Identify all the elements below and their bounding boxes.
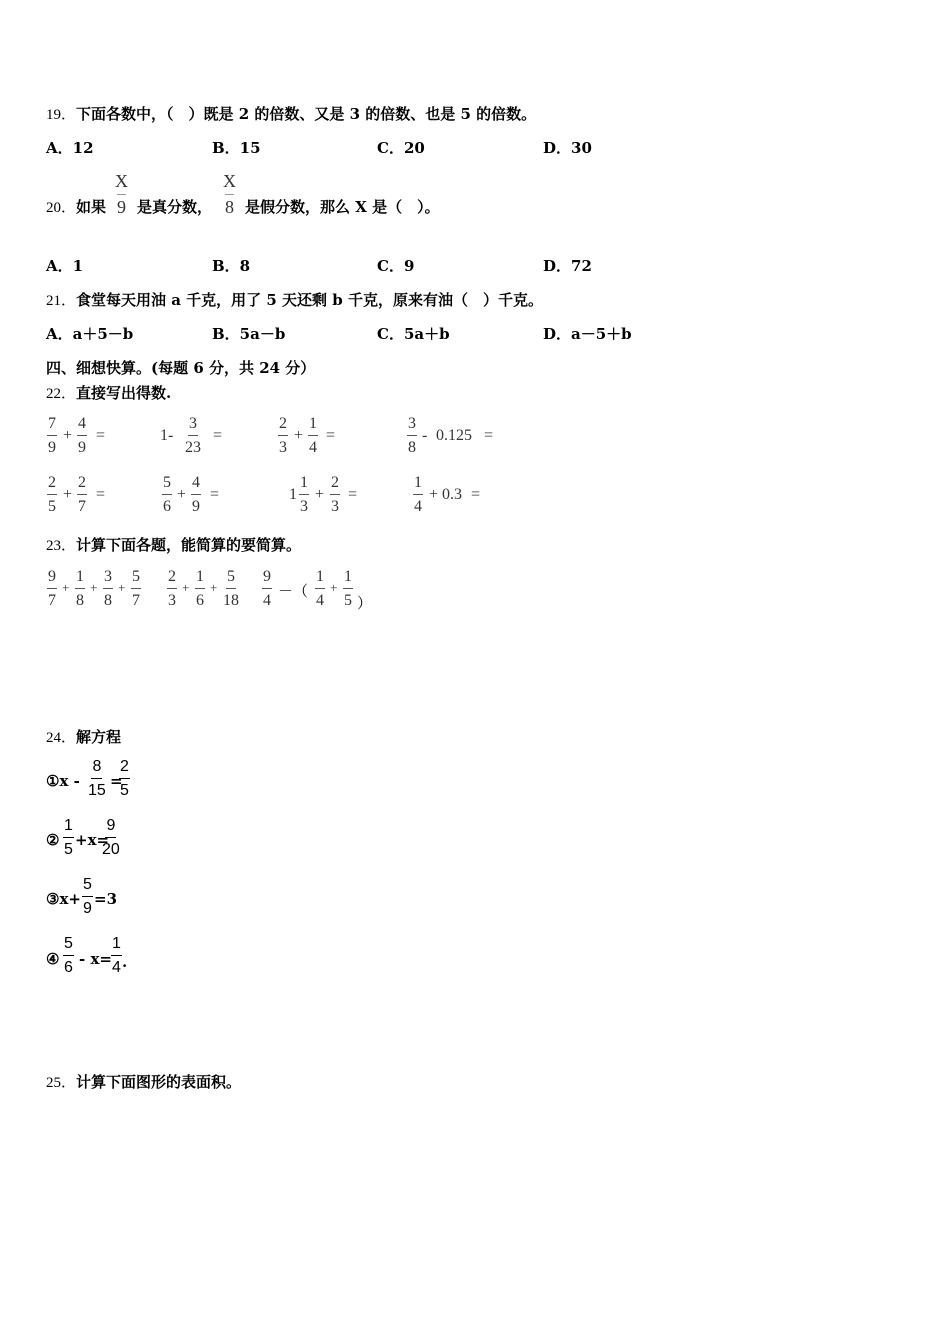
equals-sign: =: [213, 427, 223, 444]
question-22: [46, 382, 171, 403]
plus-sign: +: [177, 486, 187, 503]
fraction: [82, 877, 93, 917]
numerator: 2: [330, 475, 340, 495]
denominator: 6: [64, 959, 73, 976]
question-24: [46, 726, 121, 747]
equation-text: +x=: [75, 831, 110, 849]
equation-1: [46, 772, 80, 790]
question-21: [46, 289, 543, 310]
numerator: 1: [413, 475, 423, 495]
numerator: 5: [226, 569, 236, 589]
numerator: 5: [162, 475, 172, 495]
numerator: 2: [167, 569, 177, 589]
fraction: [162, 475, 172, 515]
option-a: A．1: [46, 257, 84, 275]
plus-sign: +: [210, 580, 218, 595]
denominator: 9: [83, 900, 92, 917]
equation-4-marker: ④: [46, 950, 60, 968]
fraction: [47, 416, 57, 456]
plus-sign: +: [118, 580, 126, 595]
equation-text: =3: [94, 890, 118, 908]
question-20: [46, 196, 106, 217]
question-number: 22．: [46, 386, 77, 402]
question-text: 下面各数中，（ ）既是 2 的倍数、又是 3 的倍数、也是 5 的倍数。: [76, 105, 537, 123]
operand: 1-: [160, 427, 174, 444]
denominator: 8: [408, 439, 416, 456]
fraction: [195, 569, 205, 609]
equals-sign: =: [110, 772, 123, 790]
denominator: 7: [132, 592, 140, 609]
fraction: [63, 818, 74, 858]
question-number: 24．: [46, 730, 77, 746]
question-text: 计算下面各题，能简算的要简算。: [76, 536, 302, 554]
question-text: 食堂每天用油 a 千克，用了 5 天还剩 b 千克，原来有油（ ）千克。: [76, 291, 543, 309]
fraction: [222, 172, 237, 216]
operand: + 0.3: [429, 486, 463, 503]
denominator: 3: [300, 498, 308, 515]
numerator: 1: [308, 416, 318, 436]
option-a: A．12: [46, 139, 94, 157]
equation-marker: ③: [46, 890, 60, 908]
question-number: 21．: [46, 293, 77, 309]
denominator: 3: [279, 439, 287, 456]
option-b: B．15: [212, 139, 261, 157]
denominator: 5: [344, 592, 352, 609]
numerator: 2: [77, 475, 87, 495]
denominator: 4: [316, 592, 324, 609]
numerator: X: [115, 171, 128, 191]
plus-sign: +: [62, 580, 70, 595]
equation-3: [46, 890, 81, 908]
numerator: 3: [188, 416, 198, 436]
equals-sign: =: [96, 486, 106, 503]
plus-sign: +: [90, 580, 98, 595]
fraction: [299, 475, 309, 515]
numerator: X: [223, 171, 236, 191]
numerator: 1: [111, 936, 122, 956]
numerator: 9: [47, 569, 57, 589]
period: .: [122, 953, 128, 971]
option-d: D．a－5＋b: [543, 325, 632, 343]
denominator: 3: [168, 592, 176, 609]
question-text: 解方程: [76, 728, 122, 746]
numerator: 9: [262, 569, 272, 589]
numerator: 1: [315, 569, 325, 589]
equation-text: x -: [59, 772, 80, 790]
numerator: 4: [191, 475, 201, 495]
question-text: 是真分数，: [137, 198, 213, 216]
denominator: 18: [223, 592, 239, 609]
equation-2-marker: ②: [46, 831, 60, 849]
denominator: 23: [185, 439, 201, 456]
numerator: 5: [131, 569, 141, 589]
fraction: [75, 569, 85, 609]
equation-text: - x=: [79, 950, 112, 968]
fraction: [343, 569, 353, 609]
fraction: [102, 818, 120, 858]
option-c: C．20: [377, 139, 425, 157]
question-text: 如果: [76, 198, 107, 216]
fraction: [308, 416, 318, 456]
fraction: [103, 569, 113, 609]
numerator: 9: [105, 818, 116, 838]
numerator: 1: [299, 475, 309, 495]
equals-sign: =: [210, 486, 220, 503]
denominator: 8: [225, 194, 234, 216]
close-paren: ）: [357, 596, 373, 612]
denominator: 15: [88, 782, 106, 799]
denominator: 4: [263, 592, 271, 609]
question-text: 直接写出得数.: [76, 384, 172, 402]
denominator: 5: [120, 782, 129, 799]
fraction: [413, 475, 423, 515]
plus-sign: +: [330, 580, 338, 595]
denominator: 5: [48, 498, 56, 515]
fraction: [131, 569, 141, 609]
option-b: B．8: [212, 257, 251, 275]
denominator: 7: [48, 592, 56, 609]
numerator: 4: [77, 416, 87, 436]
question-19: [46, 103, 536, 124]
fraction: [223, 569, 239, 609]
fraction: [262, 569, 272, 609]
fraction: [315, 569, 325, 609]
numerator: 3: [407, 416, 417, 436]
numerator: 7: [47, 416, 57, 436]
plus-sign: +: [315, 486, 325, 503]
denominator: 6: [163, 498, 171, 515]
question-text: 是假分数，那么 X 是（ ）。: [245, 198, 440, 216]
fraction: [47, 569, 57, 609]
fraction: [191, 475, 201, 515]
fraction: [119, 759, 130, 799]
question-number: 19．: [46, 107, 77, 123]
equation-text: x+: [59, 890, 81, 908]
numerator: 2: [47, 475, 57, 495]
question-23: [46, 534, 301, 555]
fraction: [330, 475, 340, 515]
denominator: 4: [414, 498, 422, 515]
numerator: 5: [82, 877, 93, 897]
plus-sign: +: [63, 427, 73, 444]
denominator: 6: [196, 592, 204, 609]
plus-sign: +: [63, 486, 73, 503]
numerator: 2: [278, 416, 288, 436]
numerator: 3: [103, 569, 113, 589]
operand: 0.125: [436, 427, 472, 444]
option-c: C．9: [377, 257, 415, 275]
denominator: 20: [102, 841, 120, 858]
option-b: B．5a－b: [212, 325, 286, 343]
option-d: D．72: [543, 257, 592, 275]
numerator: 5: [63, 936, 74, 956]
fraction: [77, 475, 87, 515]
minus-sign: -: [422, 427, 428, 444]
fraction: [88, 759, 106, 799]
denominator: 4: [112, 959, 121, 976]
equals-sign: =: [348, 486, 358, 503]
question-text: 计算下面图形的表面积。: [76, 1073, 242, 1091]
fraction: [111, 936, 122, 976]
option-a: A．a＋5－b: [46, 325, 134, 343]
mixed-number-whole: 1: [289, 486, 297, 503]
numerator: 2: [119, 759, 130, 779]
question-number: 23．: [46, 538, 77, 554]
fraction: [47, 475, 57, 515]
section-heading: 四、细想快算。(每题 6 分，共 24 分）: [46, 359, 316, 377]
numerator: 1: [75, 569, 85, 589]
question-number: 20．: [46, 200, 77, 216]
denominator: 5: [64, 841, 73, 858]
minus-paren: －（: [278, 584, 309, 600]
fraction: [77, 416, 87, 456]
numerator: 8: [91, 759, 102, 779]
equals-sign: =: [326, 427, 336, 444]
question-25: [46, 1071, 241, 1092]
fraction: [407, 416, 417, 456]
denominator: 9: [117, 194, 126, 216]
denominator: 4: [309, 439, 317, 456]
numerator: 1: [343, 569, 353, 589]
option-c: C．5a＋b: [377, 325, 450, 343]
equals-sign: =: [471, 486, 481, 503]
denominator: 9: [48, 439, 56, 456]
fraction: [167, 569, 177, 609]
denominator: 3: [331, 498, 339, 515]
option-d: D．30: [543, 139, 592, 157]
plus-sign: +: [294, 427, 304, 444]
plus-sign: +: [182, 580, 190, 595]
question-number: 25．: [46, 1075, 77, 1091]
denominator: 8: [76, 592, 84, 609]
equation-marker: ①: [46, 772, 60, 790]
denominator: 9: [78, 439, 86, 456]
denominator: 9: [192, 498, 200, 515]
numerator: 1: [63, 818, 74, 838]
equals-sign: =: [484, 427, 494, 444]
denominator: 7: [78, 498, 86, 515]
numerator: 1: [195, 569, 205, 589]
fraction: [63, 936, 74, 976]
denominator: 8: [104, 592, 112, 609]
equals-sign: =: [96, 427, 106, 444]
fraction: [114, 172, 129, 216]
fraction: [185, 416, 201, 456]
fraction: [278, 416, 288, 456]
